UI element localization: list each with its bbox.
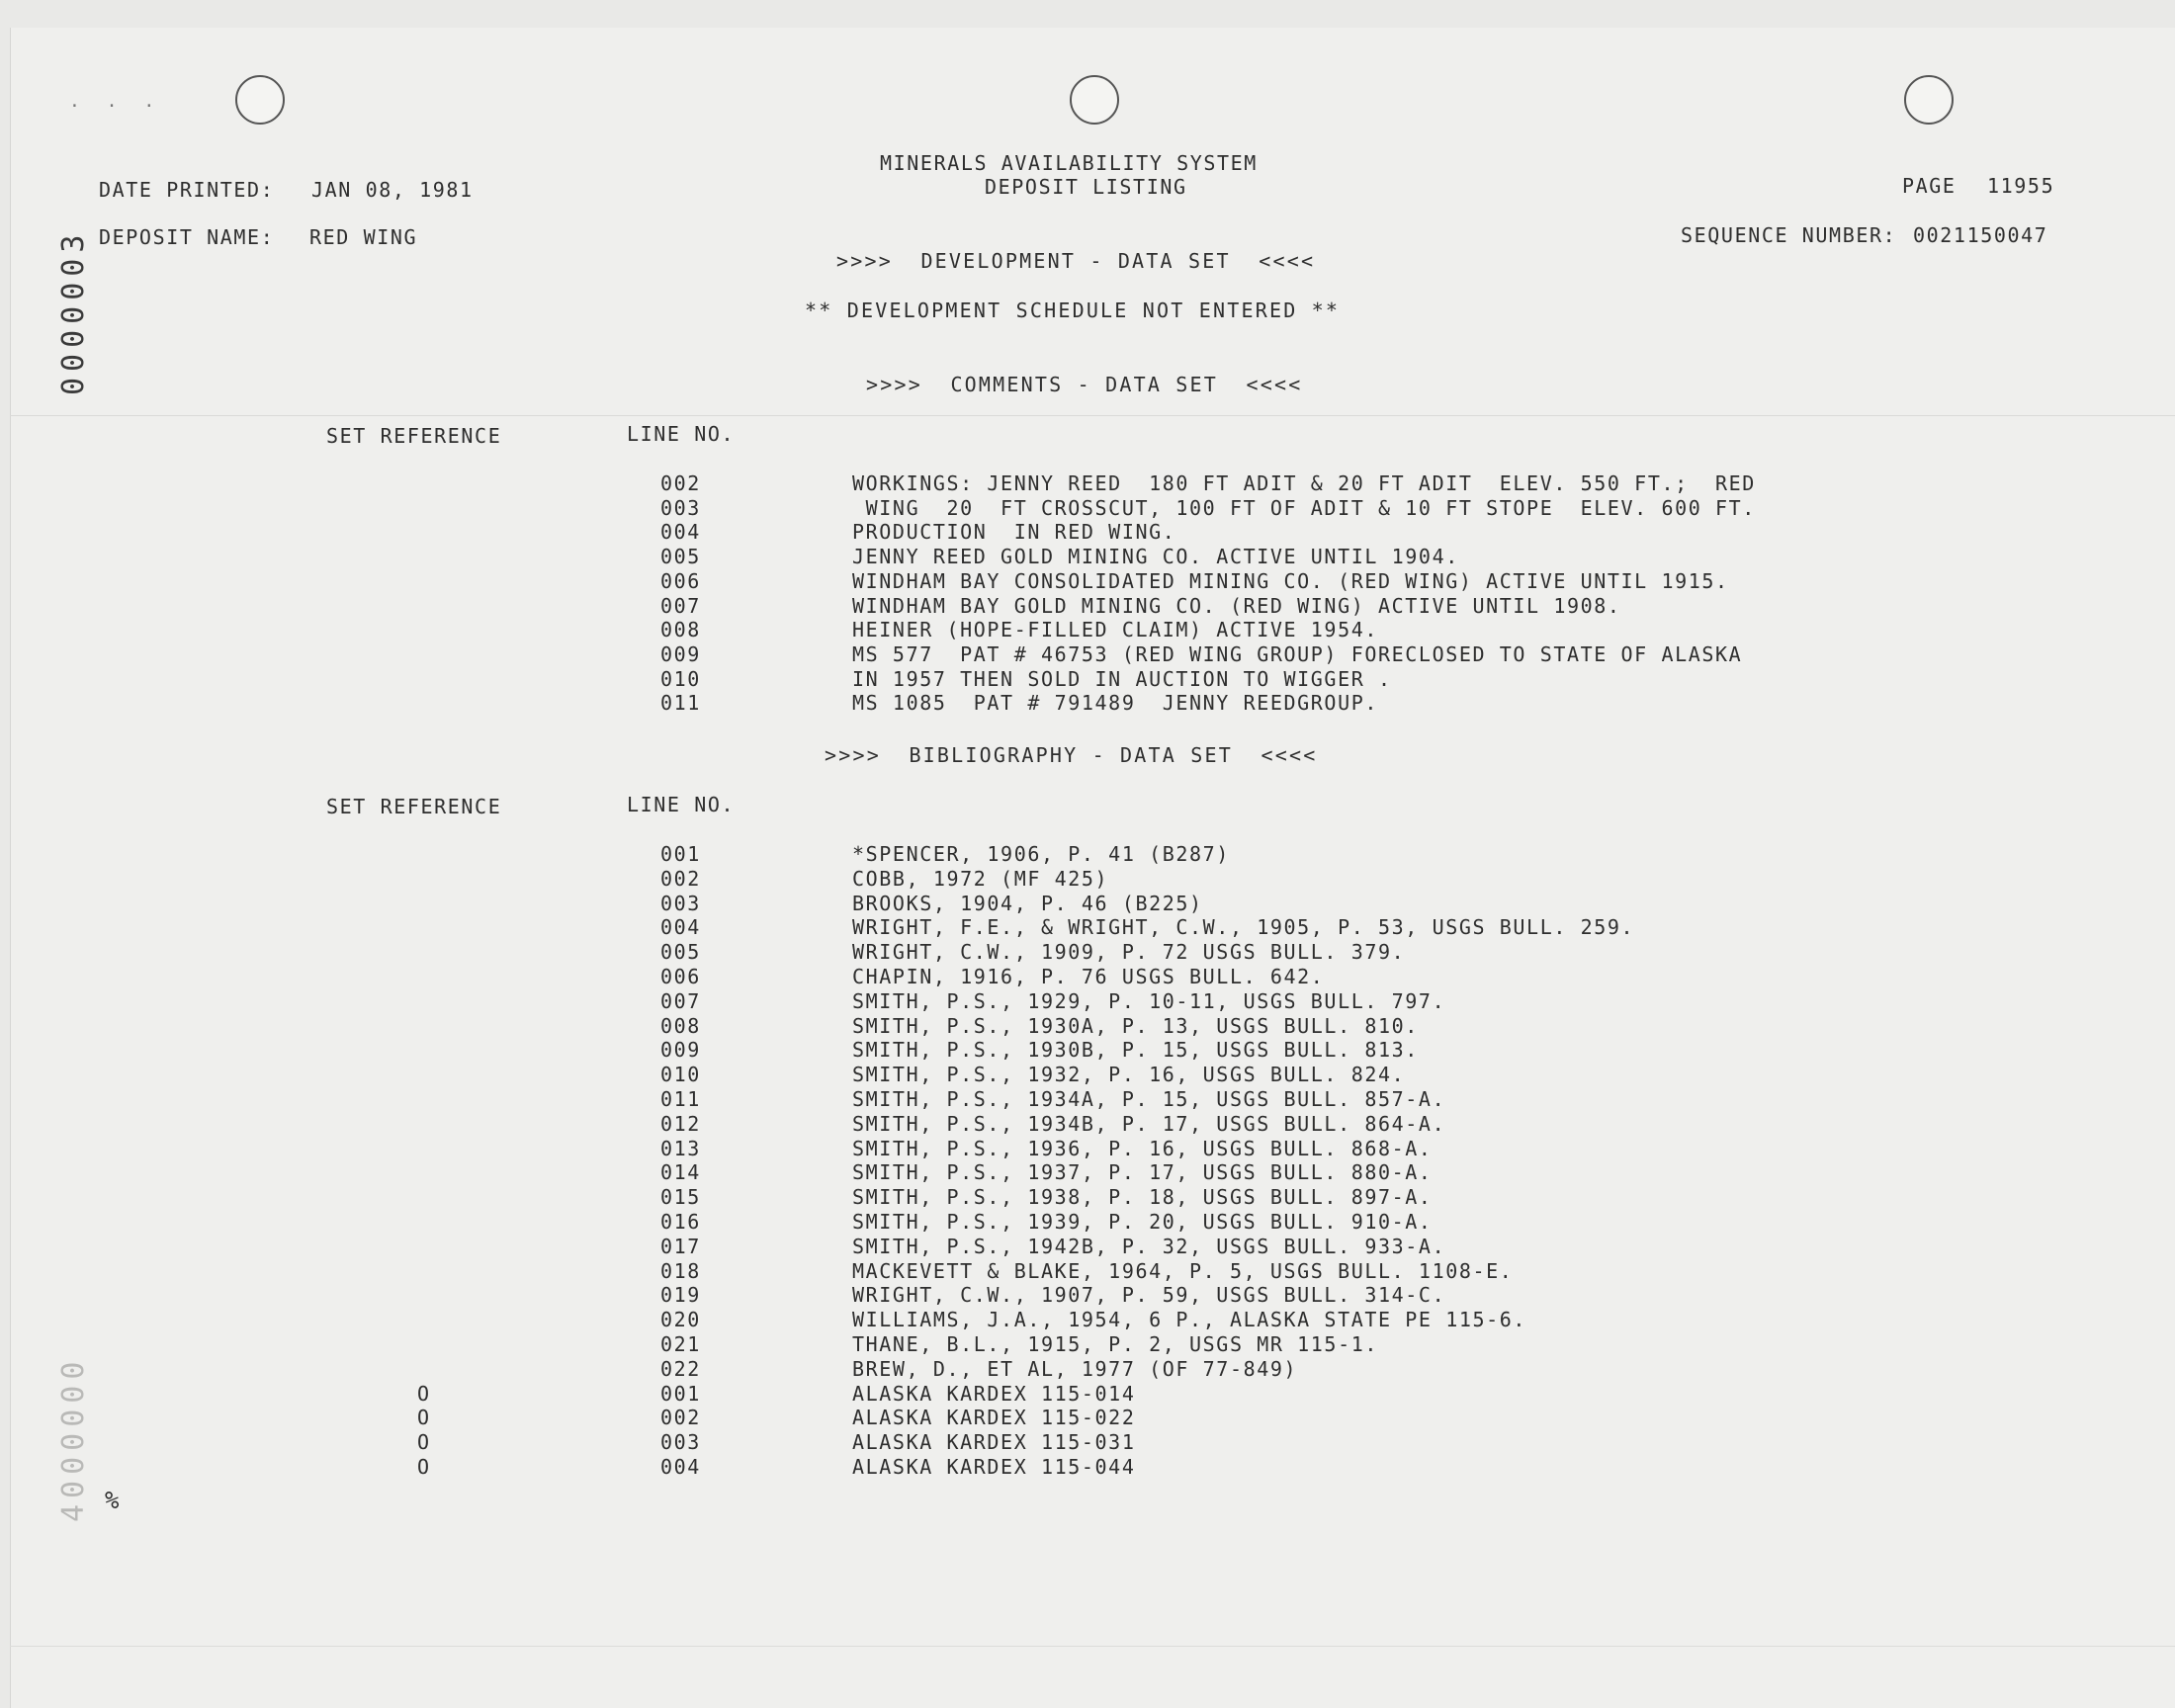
punch-hole-left (235, 75, 285, 125)
row-line-number: 018 (660, 1258, 701, 1283)
row-set-reference: O (417, 1430, 431, 1455)
row-line-number: 017 (660, 1234, 701, 1258)
row-line-number: 021 (660, 1332, 701, 1356)
row-line-number: 010 (660, 1063, 701, 1087)
page-fold-line-bottom (10, 1646, 2175, 1647)
bibliography-header-line-no: LINE NO. (627, 793, 736, 816)
row-text: SMITH, P.S., 1942B, P. 32, USGS BULL. 933-A. (852, 1234, 1446, 1258)
row-line-number: 020 (660, 1308, 701, 1332)
row-line-number: 007 (660, 988, 701, 1013)
row-text: WORKINGS: JENNY REED 180 FT ADIT & 20 FT ADIT ELEV. 550 FT.; RED (852, 471, 1756, 495)
row-text: THANE, B.L., 1915, P. 2, USGS MR 115-1. (852, 1332, 1378, 1356)
row-text: SMITH, P.S., 1936, P. 16, USGS BULL. 868-A. (852, 1136, 1433, 1160)
row-line-number: 008 (660, 618, 701, 642)
row-line-number: 002 (660, 1406, 701, 1430)
row-text: *SPENCER, 1906, P. 41 (B287) (852, 842, 1230, 866)
row-line-number: 002 (660, 471, 701, 495)
row-line-number: 019 (660, 1283, 701, 1308)
row-text: WRIGHT, C.W., 1907, P. 59, USGS BULL. 314-C. (852, 1283, 1446, 1308)
row-line-number: 004 (660, 520, 701, 545)
row-line-number: 009 (660, 641, 701, 666)
row-line-number: 003 (660, 891, 701, 915)
row-text: MS 1085 PAT # 791489 JENNY REEDGROUP. (852, 691, 1378, 716)
page-label: PAGE (1902, 174, 1957, 198)
row-line-number: 005 (660, 545, 701, 569)
bibliography-section-title: >>>> BIBLIOGRAPHY - DATA SET <<<< (825, 743, 1318, 767)
date-label: DATE PRINTED: (99, 178, 275, 202)
row-text: SMITH, P.S., 1930B, P. 15, USGS BULL. 813. (852, 1038, 1419, 1063)
row-text: JENNY REED GOLD MINING CO. ACTIVE UNTIL 1904. (852, 545, 1459, 569)
comments-section-title: >>>> COMMENTS - DATA SET <<<< (866, 373, 1303, 396)
row-text: SMITH, P.S., 1934A, P. 15, USGS BULL. 857-A. (852, 1087, 1446, 1111)
row-line-number: 003 (660, 495, 701, 520)
row-line-number: 001 (660, 1381, 701, 1406)
row-text: SMITH, P.S., 1930A, P. 13, USGS BULL. 810. (852, 1013, 1419, 1038)
page-number: 11955 (1987, 174, 2055, 198)
comments-header-set-reference: SET REFERENCE (326, 424, 502, 448)
row-text: IN 1957 THEN SOLD IN AUCTION TO WIGGER . (852, 666, 1392, 691)
row-text: WING 20 FT CROSSCUT, 100 FT OF ADIT & 10 FT STOPE ELEV. 600 FT. (852, 495, 1756, 520)
row-text: BREW, D., ET AL, 1977 (OF 77-849) (852, 1356, 1298, 1381)
row-text: MACKEVETT & BLAKE, 1964, P. 5, USGS BULL. 1108-E. (852, 1258, 1514, 1283)
row-line-number: 006 (660, 568, 701, 593)
system-title: MINERALS AVAILABILITY SYSTEM (880, 151, 1258, 175)
report-subtitle: DEPOSIT LISTING (985, 175, 1187, 199)
row-text: ALASKA KARDEX 115-022 (852, 1406, 1136, 1430)
percent-mark: % (105, 1487, 122, 1514)
row-line-number: 004 (660, 1455, 701, 1479)
row-text: ALASKA KARDEX 115-031 (852, 1430, 1136, 1455)
row-line-number: 015 (660, 1185, 701, 1210)
margin-dots: . . . (69, 91, 163, 112)
row-line-number: 014 (660, 1160, 701, 1185)
row-line-number: 016 (660, 1210, 701, 1234)
row-line-number: 011 (660, 691, 701, 716)
margin-code-bottom: 4000000 (56, 1355, 91, 1522)
row-text: ALASKA KARDEX 115-014 (852, 1381, 1136, 1406)
deposit-label: DEPOSIT NAME: (99, 225, 275, 249)
row-text: COBB, 1972 (MF 425) (852, 866, 1109, 891)
row-line-number: 004 (660, 915, 701, 940)
row-line-number: 001 (660, 842, 701, 866)
row-line-number: 013 (660, 1136, 701, 1160)
row-line-number: 022 (660, 1356, 701, 1381)
row-line-number: 002 (660, 866, 701, 891)
bibliography-header-set-reference: SET REFERENCE (326, 795, 502, 818)
row-line-number: 005 (660, 940, 701, 965)
row-text: CHAPIN, 1916, P. 76 USGS BULL. 642. (852, 965, 1325, 988)
row-line-number: 003 (660, 1430, 701, 1455)
row-line-number: 010 (660, 666, 701, 691)
row-text: ALASKA KARDEX 115-044 (852, 1455, 1136, 1479)
row-line-number: 009 (660, 1038, 701, 1063)
row-text: WRIGHT, C.W., 1909, P. 72 USGS BULL. 379. (852, 940, 1406, 965)
development-note: ** DEVELOPMENT SCHEDULE NOT ENTERED ** (805, 299, 1341, 322)
comments-header-line-no: LINE NO. (627, 422, 736, 446)
row-set-reference: O (417, 1406, 431, 1430)
margin-code-top: 0000003 (56, 228, 91, 395)
deposit-value: RED WING (309, 225, 418, 249)
row-text: SMITH, P.S., 1938, P. 18, USGS BULL. 897-A. (852, 1185, 1433, 1210)
row-text: WINDHAM BAY CONSOLIDATED MINING CO. (RED WING) ACTIVE UNTIL 1915. (852, 568, 1729, 593)
row-text: BROOKS, 1904, P. 46 (B225) (852, 891, 1203, 915)
row-text: SMITH, P.S., 1937, P. 17, USGS BULL. 880-A. (852, 1160, 1433, 1185)
sequence-label: SEQUENCE NUMBER: (1681, 223, 1897, 247)
row-text: PRODUCTION IN RED WING. (852, 520, 1176, 545)
row-text: SMITH, P.S., 1932, P. 16, USGS BULL. 824. (852, 1063, 1406, 1087)
page-fold-line (10, 415, 2175, 416)
row-text: SMITH, P.S., 1939, P. 20, USGS BULL. 910-A. (852, 1210, 1433, 1234)
row-text: WILLIAMS, J.A., 1954, 6 P., ALASKA STATE PE 115-6. (852, 1308, 1527, 1332)
row-text: SMITH, P.S., 1934B, P. 17, USGS BULL. 864-A. (852, 1111, 1446, 1136)
development-section-title: >>>> DEVELOPMENT - DATA SET <<<< (836, 249, 1316, 273)
row-set-reference: O (417, 1381, 431, 1406)
row-set-reference: O (417, 1455, 431, 1479)
row-line-number: 012 (660, 1111, 701, 1136)
row-line-number: 008 (660, 1013, 701, 1038)
row-line-number: 006 (660, 965, 701, 988)
row-line-number: 007 (660, 593, 701, 618)
date-value: JAN 08, 1981 (311, 178, 474, 202)
row-text: WRIGHT, F.E., & WRIGHT, C.W., 1905, P. 53, USGS BULL. 259. (852, 915, 1635, 940)
row-text: HEINER (HOPE-FILLED CLAIM) ACTIVE 1954. (852, 618, 1378, 642)
row-line-number: 011 (660, 1087, 701, 1111)
sequence-number: 0021150047 (1913, 223, 2048, 247)
row-text: WINDHAM BAY GOLD MINING CO. (RED WING) ACTIVE UNTIL 1908. (852, 593, 1621, 618)
row-text: MS 577 PAT # 46753 (RED WING GROUP) FORECLOSED TO STATE OF ALASKA (852, 641, 1743, 666)
punch-hole-right (1904, 75, 1954, 125)
punch-hole-center (1070, 75, 1119, 125)
row-text: SMITH, P.S., 1929, P. 10-11, USGS BULL. 797. (852, 988, 1446, 1013)
